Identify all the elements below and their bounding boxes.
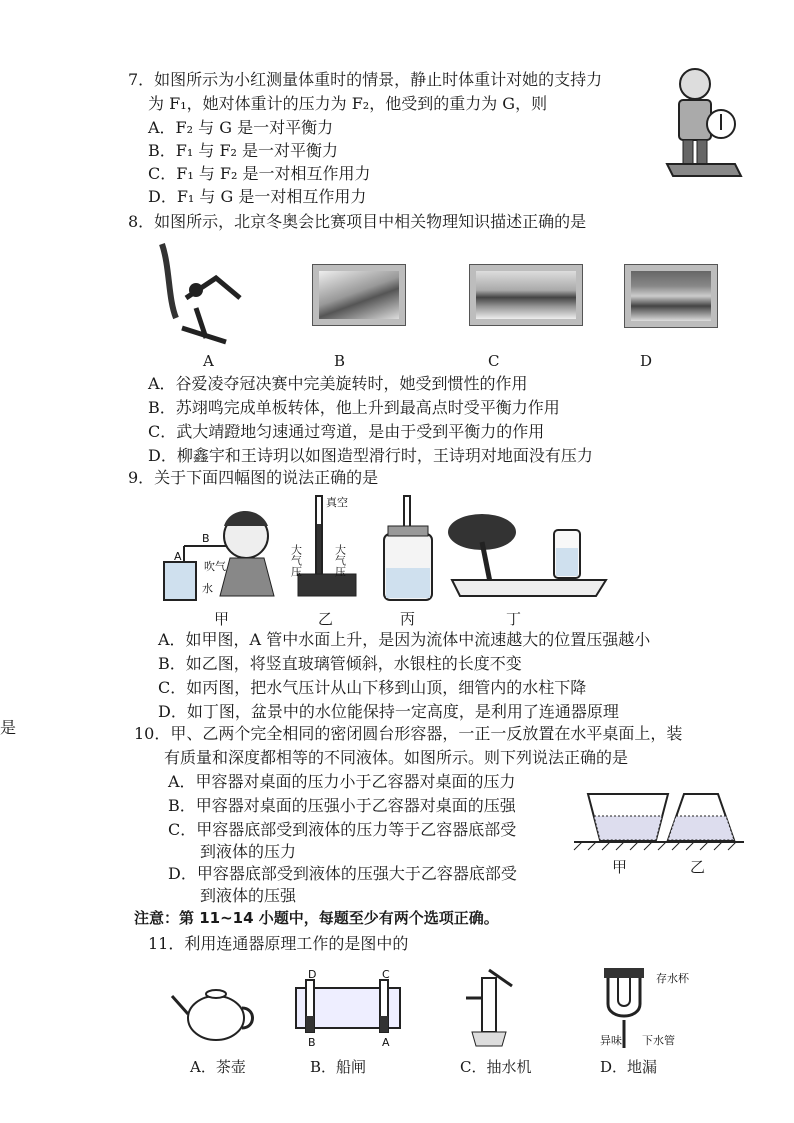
q8-option-a[interactable]: A．谷爱凌夺冠决赛中完美旋转时，她受到惯性的作用 xyxy=(148,374,528,393)
q11-lock-b: B xyxy=(308,1036,316,1049)
q11-caption-d[interactable]: D．地漏 xyxy=(600,1058,658,1076)
q9-stem: 9．关于下面四幅图的说法正确的是 xyxy=(128,468,379,487)
margin-char: 是 xyxy=(0,718,17,737)
q7-option-c[interactable]: C．F₁ 与 F₂ 是一对相互作用力 xyxy=(148,164,371,183)
q10-label-yi: 乙 xyxy=(690,858,706,876)
q9-label-bing: 丙 xyxy=(400,610,416,628)
q9-label-b: B xyxy=(202,532,210,545)
q11-shiplock-figure xyxy=(296,968,400,1052)
q9-label-atm-left: 大气压 xyxy=(289,544,303,577)
q8-label-c: C xyxy=(488,352,500,370)
q11-caption-a[interactable]: A．茶壶 xyxy=(190,1058,246,1076)
q11-drain-cup: 存水杯 xyxy=(656,972,689,985)
q10-option-d[interactable]: D．甲容器底部受到液体的压强大于乙容器底部受 xyxy=(168,864,517,883)
q9-label-a: A xyxy=(174,550,182,563)
q7-stem-line1: 7．如图所示为小红测量体重时的情景，静止时体重计对她的支持力 xyxy=(128,70,603,89)
q10-option-b[interactable]: B．甲容器对桌面的压强小于乙容器对桌面的压强 xyxy=(168,796,516,815)
q10-stem-line2: 有质量和深度都相等的不同液体。如图所示。则下列说法正确的是 xyxy=(164,748,629,767)
q11-drain-smell: 异味 xyxy=(600,1034,622,1047)
q9-label-ding: 丁 xyxy=(506,610,522,628)
q11-drain-pipe: 下水管 xyxy=(642,1034,675,1047)
q7-stem-line2: 为 F₁，她对体重计的压力为 F₂，他受到的重力为 G，则 xyxy=(148,94,548,113)
q9-label-yi: 乙 xyxy=(318,610,334,628)
q8-option-c[interactable]: C．武大靖蹬地匀速通过弯道，是由于受到平衡力的作用 xyxy=(148,422,545,441)
q11-lock-c: C xyxy=(382,968,390,981)
q9-label-blow: 吹气 xyxy=(204,560,226,573)
q11-caption-b[interactable]: B．船闸 xyxy=(310,1058,367,1076)
q8-image-c xyxy=(469,264,583,326)
q8-image-b xyxy=(312,264,406,326)
q9-label-vacuum: 真空 xyxy=(326,496,348,509)
q10-option-c[interactable]: C．甲容器底部受到液体的压力等于乙容器底部受 xyxy=(168,820,517,839)
q7-option-d[interactable]: D．F₁ 与 G 是一对相互作用力 xyxy=(148,187,367,206)
q9-option-c[interactable]: C．如丙图，把水气压计从山下移到山顶，细管内的水柱下降 xyxy=(158,678,587,697)
section-note: 注意：第 11~14 小题中，每题至少有两个选项正确。 xyxy=(134,909,499,927)
q9-figure-bing xyxy=(378,496,438,604)
q10-label-jia: 甲 xyxy=(612,858,628,876)
q8-label-d: D xyxy=(640,352,653,370)
q9-figure-yi xyxy=(289,494,360,604)
q8-image-d xyxy=(624,264,718,328)
q8-stem: 8．如图所示，北京冬奥会比赛项目中相关物理知识描述正确的是 xyxy=(128,212,587,231)
q7-option-a[interactable]: A．F₂ 与 G 是一对平衡力 xyxy=(148,118,334,137)
q9-label-atm-right: 大气压 xyxy=(333,544,347,577)
q11-teapot-figure xyxy=(170,978,256,1042)
q8-option-d[interactable]: D．柳鑫宇和王诗玥以如图造型滑行时，王诗玥对地面没有压力 xyxy=(148,446,593,465)
q11-lock-d: D xyxy=(308,968,317,981)
q9-label-water: 水 xyxy=(202,582,213,595)
q10-option-d-cont: 到液体的压强 xyxy=(200,886,297,905)
q10-option-c-cont: 到液体的压力 xyxy=(200,842,297,861)
q7-scale-illustration xyxy=(665,64,745,184)
q7-option-b[interactable]: B．F₁ 与 F₂ 是一对平衡力 xyxy=(148,141,339,160)
q11-caption-c[interactable]: C．抽水机 xyxy=(460,1058,532,1076)
q10-stem-line1: 10．甲、乙两个完全相同的密闭圆台形容器，一正一反放置在水平桌面上，装 xyxy=(134,724,683,743)
q10-option-a[interactable]: A．甲容器对桌面的压力小于乙容器对桌面的压力 xyxy=(168,772,516,791)
q9-figure-ding xyxy=(446,512,614,604)
q9-option-d[interactable]: D．如丁图，盆景中的水位能保持一定高度，是利用了连通器原理 xyxy=(158,702,619,721)
q11-pump-figure xyxy=(462,970,518,1048)
q11-floordrain-figure xyxy=(598,964,708,1050)
q11-stem: 11．利用连通器原理工作的是图中的 xyxy=(148,934,409,953)
q8-image-a xyxy=(156,238,248,346)
q9-figure-jia xyxy=(160,496,280,606)
q11-lock-a: A xyxy=(382,1036,390,1049)
q10-containers-figure xyxy=(574,790,744,860)
q9-option-a[interactable]: A．如甲图，A 管中水面上升，是因为流体中流速越大的位置压强越小 xyxy=(158,630,651,649)
q8-label-a: A xyxy=(203,352,214,370)
q8-label-b: B xyxy=(334,352,346,370)
q9-option-b[interactable]: B．如乙图，将竖直玻璃管倾斜，水银柱的长度不变 xyxy=(158,654,522,673)
q9-label-jia: 甲 xyxy=(214,610,230,628)
q8-option-b[interactable]: B．苏翊鸣完成单板转体，他上升到最高点时受平衡力作用 xyxy=(148,398,560,417)
